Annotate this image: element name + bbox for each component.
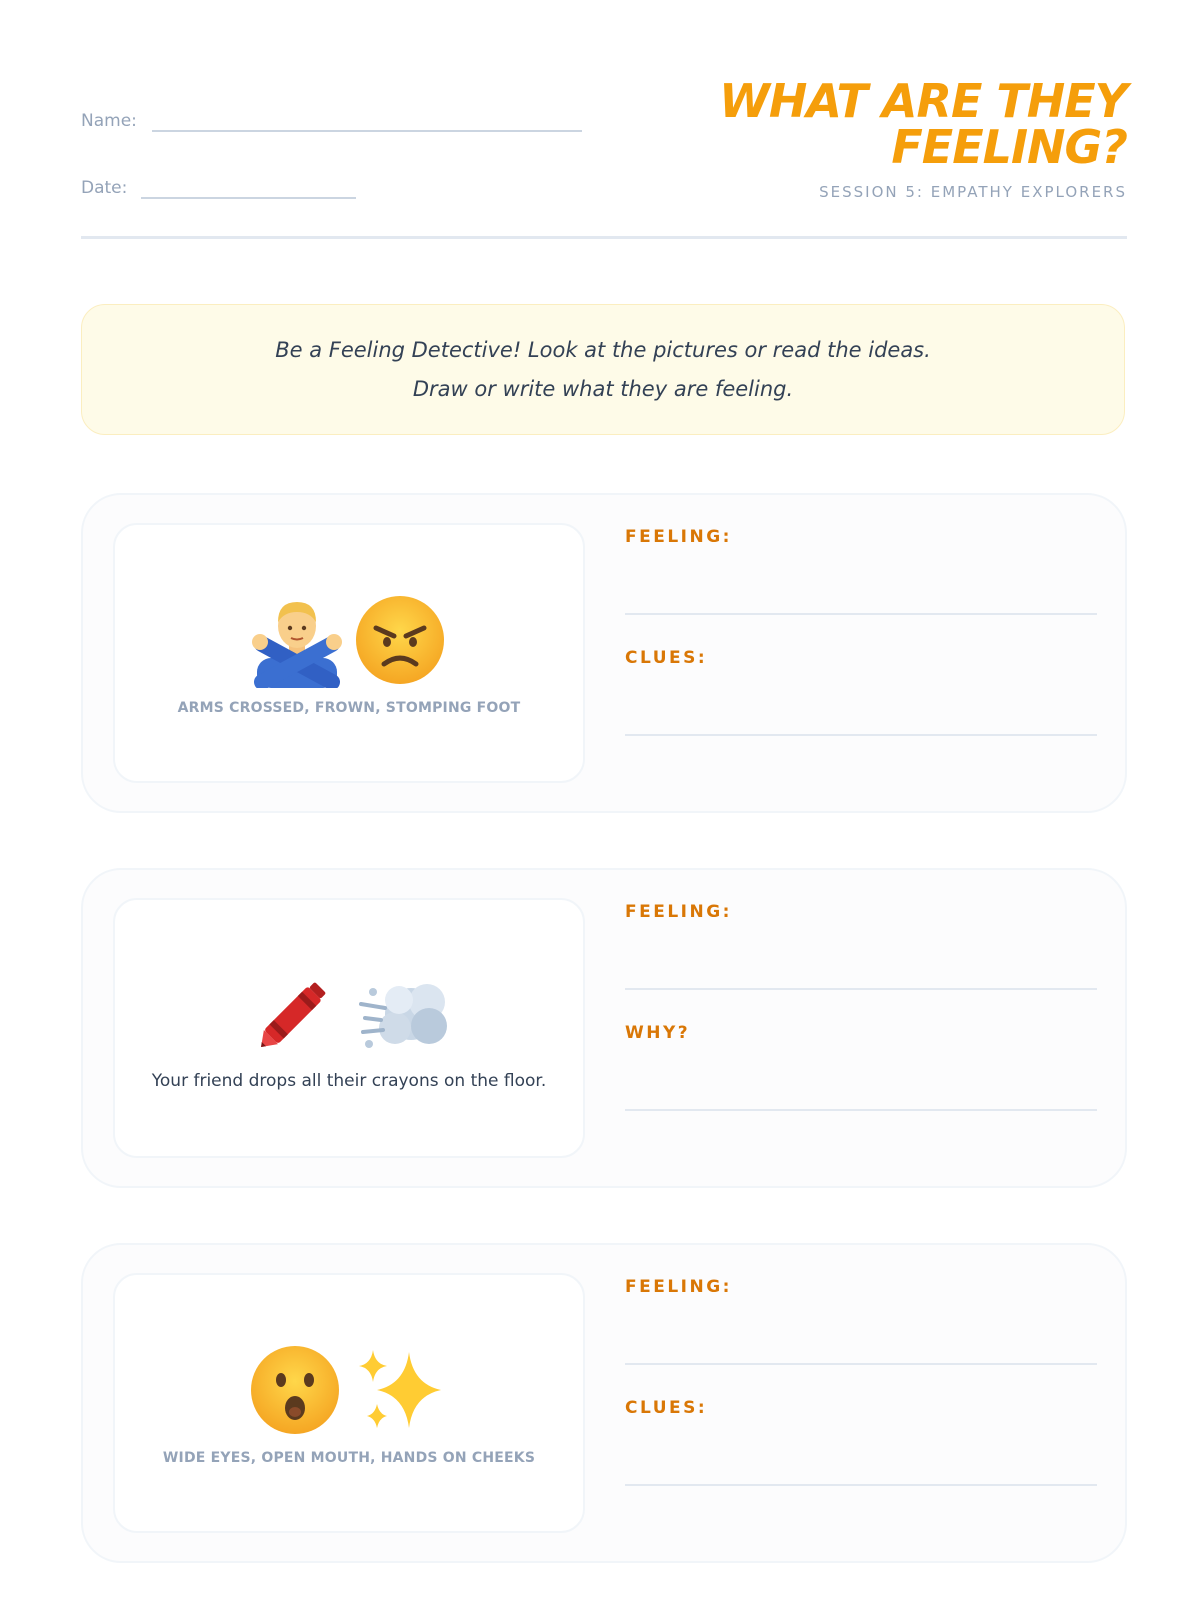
feeling-write-line[interactable]	[625, 988, 1097, 990]
feeling-label: FEELING:	[625, 527, 732, 547]
name-field[interactable]	[152, 106, 582, 132]
scenario-icons	[249, 1340, 449, 1440]
surprised-face-icon	[249, 1344, 341, 1436]
sparkles-icon	[353, 1342, 449, 1438]
dash-cloud-icon	[355, 968, 451, 1058]
instructions-box	[81, 304, 1125, 435]
session-subtitle: SESSION 5: EMPATHY EXPLORERS	[819, 183, 1127, 201]
feeling-card-2	[81, 868, 1127, 1188]
person-crossing-arms-icon	[252, 592, 342, 688]
clues-write-line[interactable]	[625, 734, 1097, 736]
clues-answer	[625, 1398, 1097, 1519]
clues-label: CLUES:	[625, 1398, 708, 1418]
worksheet-header	[81, 0, 1127, 239]
date-field-row	[81, 173, 356, 199]
answer-area	[625, 902, 1097, 1144]
page-title	[647, 74, 1127, 174]
feeling-card-3	[81, 1243, 1127, 1563]
page-title-line-2: FEELING?	[891, 120, 1127, 174]
feeling-write-line[interactable]	[625, 613, 1097, 615]
feeling-answer	[625, 1277, 1097, 1398]
scenario-icons	[252, 590, 446, 690]
date-field[interactable]	[141, 173, 356, 199]
scenario-visual	[113, 1273, 585, 1533]
feeling-label: FEELING:	[625, 902, 732, 922]
clues-write-line[interactable]	[625, 1484, 1097, 1486]
name-field-row	[81, 106, 582, 132]
worksheet-page	[81, 0, 1127, 1600]
instructions-line-1: Be a Feeling Detective! Look at the pictures or read the ideas.	[275, 338, 931, 362]
scenario-caption: WIDE EYES, OPEN MOUTH, HANDS ON CHEEKS	[162, 1450, 536, 1466]
page-title-line-1: WHAT ARE THEY	[719, 74, 1127, 128]
scenario-caption: ARMS CROSSED, FROWN, STOMPING FOOT	[177, 700, 521, 716]
instructions-line-2: Draw or write what they are feeling.	[412, 377, 794, 401]
name-label: Name:	[81, 111, 137, 131]
scenario-visual	[113, 523, 585, 783]
feeling-card-1	[81, 493, 1127, 813]
feeling-write-line[interactable]	[625, 1363, 1097, 1365]
crayon-icon	[247, 965, 343, 1061]
feeling-answer	[625, 902, 1097, 1023]
clues-label: CLUES:	[625, 648, 708, 668]
scenario-caption: Your friend drops all their crayons on the floor.	[151, 1070, 547, 1091]
date-label: Date:	[81, 178, 128, 198]
scenario-visual	[113, 898, 585, 1158]
clues-answer	[625, 648, 1097, 769]
feeling-answer	[625, 527, 1097, 648]
why-label: WHY?	[625, 1023, 691, 1043]
feeling-label: FEELING:	[625, 1277, 732, 1297]
why-answer	[625, 1023, 1097, 1144]
answer-area	[625, 1277, 1097, 1519]
why-write-line[interactable]	[625, 1109, 1097, 1111]
answer-area	[625, 527, 1097, 769]
scenario-icons	[247, 963, 451, 1063]
angry-face-icon	[354, 594, 446, 686]
